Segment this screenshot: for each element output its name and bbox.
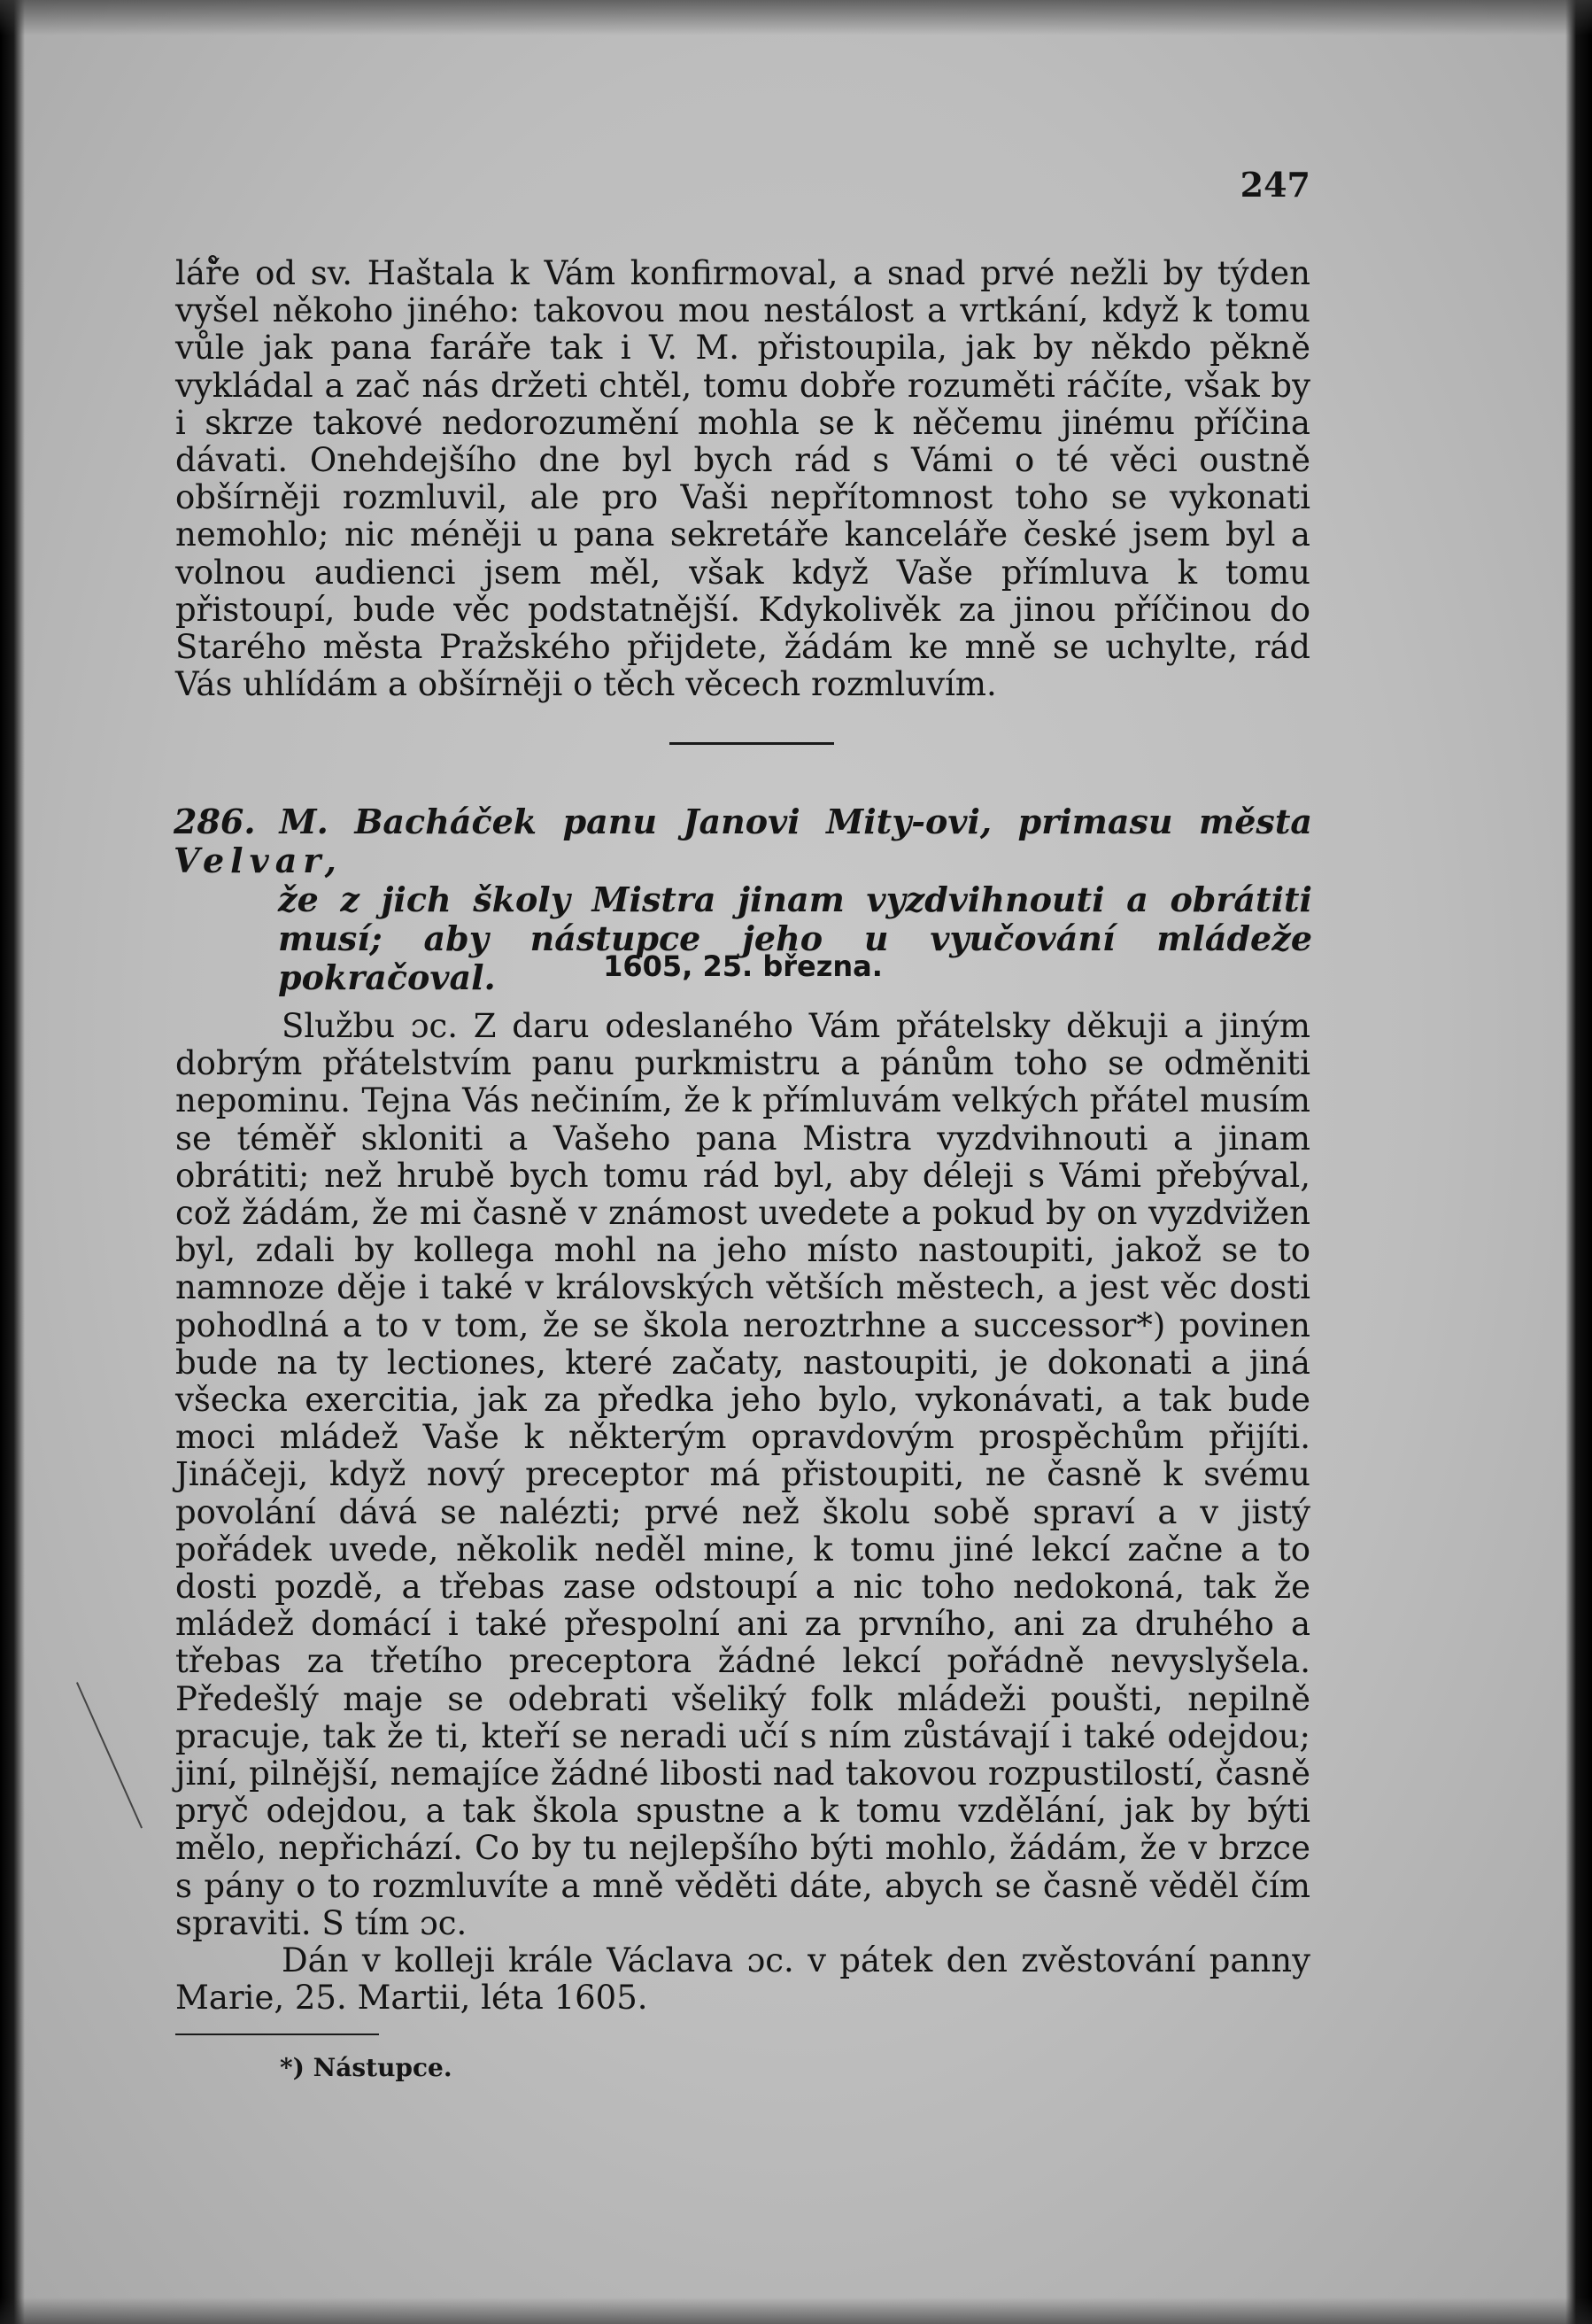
margin-pencil-stroke — [76, 1682, 143, 1828]
letter-heading-continuation: že z jich školy Mistra jinam vyzdvihnouti a obrátiti musí; aby nástupce jeho u vyučování mládeže pokračoval. — [278, 879, 1312, 997]
footnote: *) Nástupce. — [280, 2053, 452, 2082]
letter-number: 286. — [174, 802, 256, 841]
letter-body-paragraph: Službu ɔc. Z daru odeslaného Vám přátelsky děkuji a jiným dobrým přátelstvím panu purkmistru a pánům toho se odměniti nepominu. Tejna Vás nečiním, že k přímluvám velkých přátel musím se téměř skloniti a Vašeho pana Mistra vyzdvihnouti a jinam obrátiti; než hrubě bych tomu rád byl, aby déleji s Vámi přebýval, což žádám, že mi časně v známost uvedete a pokud by on vyzdvižen byl, zdali by kollega mohl na jeho místo nastoupiti, jakož se to namnoze děje i také v královských větších městech, a jest věc dosti pohodlná a to v tom, že se škola neroztrhne a successor*) povinen bude na ty lectiones, které začaty, nastoupiti, je dokonati a jiná všecka exercitia, jak za předka jeho bylo, vykonávati, a tak bude moci mládež Vaše k některým opravdovým prospěchům přijíti. Jináčeji, když nový preceptor má přistoupiti, ne časně k svému povolání dává se nalézti; prvé než školu sobě spraví a v jistý pořádek uvede, několik neděl mine, k tomu jiné lekcí začne a to dosti pozdě, a třebas zase odstoupí a nic toho nedokoná, tak že mládež domácí i také přespolní ani za prvního, ani za druhého a třebas za třetího preceptora žádné lekcí pořádně nevyslyšela. Předešlý maje se odebrati všeliký folk mládeži poušti, nepilně pracuje, tak že ti, kteří se neradi učí s ním zůstávají i také odejdou; jiní, pilnější, nemajíce žádné libosti nad takovou rozpustilostí, časně pryč odejdou, a tak škola spustne a k tomu vzdělání, jak by býti mělo, nepřichází. Co by tu nejlepšího býti mohlo, žádám, že v brzce s pány o to rozmluvíte a mně věděti dáte, abych se časně věděl čím spraviti. S tím ɔc. — [175, 1007, 1310, 1942]
scan-shadow-left — [0, 0, 25, 2324]
continuation-text — [175, 255, 1310, 703]
scan-shadow-bottom — [0, 2297, 1592, 2324]
letter-heading-place: Velvar, — [174, 841, 343, 880]
page-number: 247 — [1240, 165, 1310, 205]
scan-shadow-right — [1565, 0, 1592, 2324]
letter-closing: Dán v kolleji krále Václava ɔc. v pátek den zvěstování panny Marie, 25. Martii, léta 1605. — [175, 1941, 1310, 2018]
letter-body — [175, 1008, 1310, 2017]
section-divider — [669, 742, 834, 745]
letter-date: 1605, 25. března. — [603, 949, 883, 983]
footnote-rule — [175, 2034, 379, 2035]
letter-heading-text: M. Bacháček panu Janovi Mity-ovi, primasu města — [279, 802, 1312, 841]
continuation-paragraph: lář̊e od sv. Haštala k Vám konfirmoval, a snad prvé nežli by týden vyšel někoho jiného: takovou mou nestálost a vrtkání, když k tomu vůle jak pana faráře tak i V. M. přistoupila, jak by někdo pěkně vykládal a zač nás držeti chtěl, tomu dobře rozuměti ráčíte, však by i skrze takové nedorozumění mohla se k něčemu jinému příčina dávati. Onehdejšího dne byl bych rád s Vámi o té věci oustně obšírněji rozmluvil, ale pro Vaši nepřítomnost toho se vykonati nemohlo; nic méněji u pana sekretáře kanceláře české jsem byl a volnou audienci jsem měl, však když Vaše přímluva k tomu přistoupí, bude věc podstatnější. Kdykolivěk za jinou příčinou do Starého města Pražského přijdete, žádám ke mně se uchylte, rád Vás uhlídám a obšírněji o těch věcech rozmluvím. — [175, 254, 1310, 704]
scan-shadow-top — [0, 0, 1592, 35]
